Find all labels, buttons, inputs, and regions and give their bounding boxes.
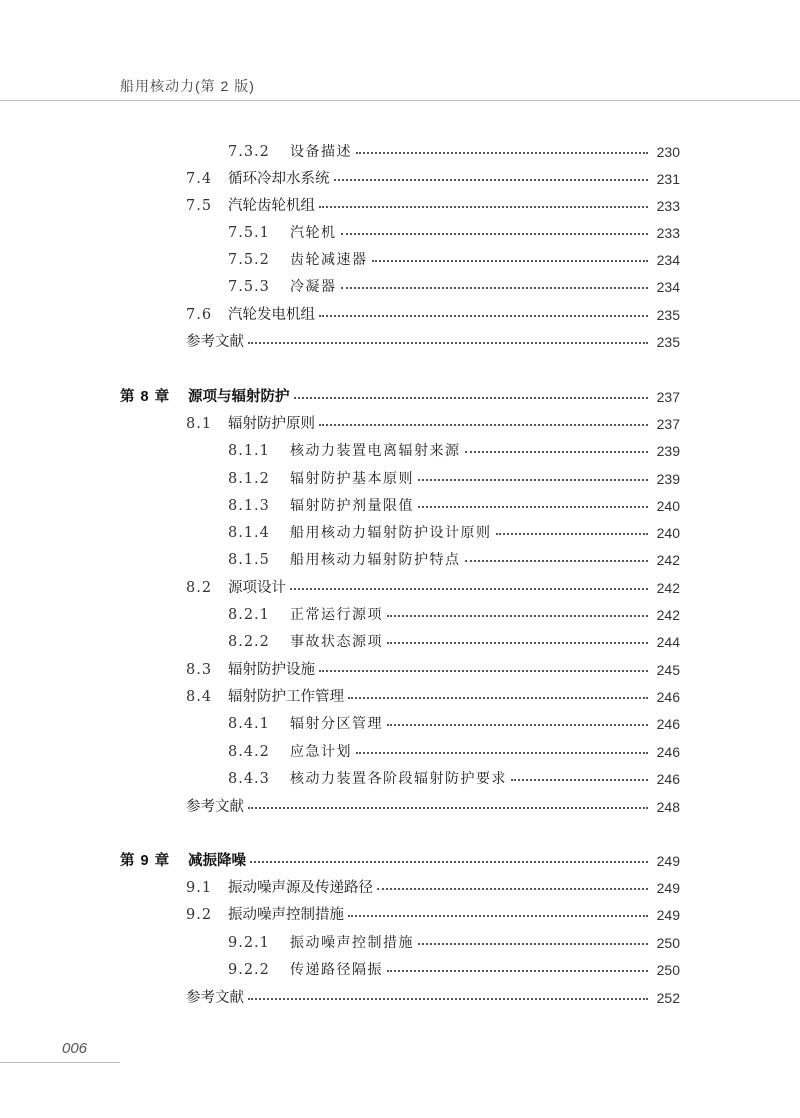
dot-leader: [319, 315, 648, 317]
toc-entry: [228, 767, 680, 791]
toc-entry-number: 7.4: [186, 171, 213, 187]
toc-entry-title: 参考文献: [186, 990, 244, 1006]
toc-entry: [186, 903, 680, 927]
toc-entry-page: 252: [656, 990, 680, 1006]
toc-entry-page: 237: [656, 416, 680, 432]
toc-entry-page: 245: [656, 662, 680, 678]
toc-entry-title: 辐射防护剂量限值: [290, 498, 414, 514]
toc-entry-page: 242: [656, 580, 680, 596]
toc-entry-number: 8.4.3: [228, 771, 270, 787]
dot-leader: [319, 206, 648, 208]
toc-entry-title: 传递路径隔振: [290, 962, 383, 978]
toc-entry-title: 辐射防护原则: [228, 416, 315, 432]
toc-entry: [186, 576, 680, 600]
toc-entry-title: 事故状态源项: [290, 634, 383, 650]
dot-leader: [319, 424, 648, 426]
toc-entry-page: 233: [656, 198, 680, 214]
dot-leader: [334, 179, 649, 181]
toc-entry-page: 250: [656, 962, 680, 978]
toc-entry-title: 核动力装置电离辐射来源: [290, 443, 461, 459]
toc-entry: [228, 140, 680, 164]
toc-chapter-number: 第 8 章: [120, 389, 171, 405]
toc-entry-title: 参考文献: [186, 799, 244, 815]
toc-entry-title: 核动力装置各阶段辐射防护要求: [290, 771, 507, 787]
toc-entry: [186, 412, 680, 436]
dot-leader: [465, 560, 649, 562]
toc-entry-page: 240: [656, 498, 680, 514]
toc-entry: [186, 685, 680, 709]
toc-entry: [228, 548, 680, 572]
toc-entry-page: 234: [656, 252, 680, 268]
dot-leader: [418, 506, 648, 508]
toc-entry-title: 参考文献: [186, 334, 244, 350]
dot-leader: [356, 152, 648, 154]
toc-entry-page: 246: [656, 716, 680, 732]
toc-entry-title: 振动噪声控制措施: [290, 935, 414, 951]
toc-entry-number: 8.1.3: [228, 498, 270, 514]
toc-entry-title: 汽轮发电机组: [228, 307, 315, 323]
toc-chapter-title: 减振降噪: [188, 853, 246, 869]
dot-leader: [356, 752, 648, 754]
toc-entry-page: 248: [656, 799, 680, 815]
toc-entry-title: 循环冷却水系统: [228, 171, 330, 187]
dot-leader: [387, 642, 648, 644]
dot-leader: [387, 615, 648, 617]
toc-entry-title: 辐射防护基本原则: [290, 471, 414, 487]
toc-entry-number: 9.2.1: [228, 935, 270, 951]
toc-entry-number: 9.2: [186, 907, 213, 923]
toc-entry-title: 辐射防护工作管理: [228, 689, 344, 705]
toc-entry-page: 246: [656, 689, 680, 705]
toc-chapter-number: 第 9 章: [120, 853, 171, 869]
toc-entry-number: 7.5.3: [228, 279, 270, 295]
toc-entry: [228, 248, 680, 272]
toc-entry-number: 8.4.1: [228, 716, 270, 732]
page-number: 006: [62, 1040, 88, 1057]
toc-entry-number: 7.3.2: [228, 144, 270, 160]
toc-chapter-entry: [120, 849, 680, 873]
toc-entry-number: 8.3: [186, 662, 213, 678]
dot-leader: [294, 397, 649, 399]
toc-entry-page: 237: [656, 389, 680, 405]
toc-chapter-title: 源项与辐射防护: [188, 389, 290, 405]
toc-entry-title: 辐射分区管理: [290, 716, 383, 732]
dot-leader: [348, 915, 648, 917]
toc-entry-number: 9.2.2: [228, 962, 270, 978]
toc-entry-title: 辐射防护设施: [228, 662, 315, 678]
toc-entry: [228, 603, 680, 627]
toc-entry-title: 船用核动力辐射防护特点: [290, 552, 461, 568]
toc-entry: [228, 931, 680, 955]
toc-entry-page: 242: [656, 607, 680, 623]
dot-leader: [377, 888, 648, 890]
toc-entry-title: 齿轮减速器: [290, 252, 368, 268]
dot-leader: [248, 998, 648, 1000]
toc-entry-page: 250: [656, 935, 680, 951]
toc-entry-page: 231: [656, 171, 680, 187]
dot-leader: [372, 260, 649, 262]
toc-entry-number: 8.2: [186, 580, 213, 596]
toc-entry-page: 235: [656, 334, 680, 350]
dot-leader: [465, 451, 649, 453]
toc-entry: [228, 521, 680, 545]
dot-leader: [290, 588, 648, 590]
toc-entry-page: 244: [656, 634, 680, 650]
dot-leader: [250, 861, 648, 863]
toc-entry: [186, 167, 680, 191]
toc-entry: [228, 958, 680, 982]
toc-entry-number: 7.5.1: [228, 225, 270, 241]
header-rule: [0, 100, 800, 101]
toc-entry-title: 船用核动力辐射防护设计原则: [290, 525, 492, 541]
dot-leader: [341, 287, 649, 289]
toc-chapter-entry: [120, 385, 680, 409]
dot-leader: [511, 779, 648, 781]
toc-entry-page: 246: [656, 744, 680, 760]
toc-entry-number: 8.1.4: [228, 525, 270, 541]
toc-entry-page: 235: [656, 307, 680, 323]
dot-leader: [348, 697, 648, 699]
toc-entry-page: 249: [656, 907, 680, 923]
toc-entry-number: 9.1: [186, 880, 213, 896]
toc-entry-number: 8.4.2: [228, 744, 270, 760]
toc-entry-title: 汽轮齿轮机组: [228, 198, 315, 214]
toc-entry: [186, 194, 680, 218]
toc-entry-number: 8.2.1: [228, 607, 270, 623]
toc-entry: [228, 275, 680, 299]
toc-entry-references: [186, 330, 680, 354]
toc-entry-page: 239: [656, 471, 680, 487]
running-header: 船用核动力(第 2 版): [120, 78, 255, 94]
dot-leader: [418, 479, 648, 481]
toc-entry-page: 230: [656, 144, 680, 160]
toc-entry: [228, 494, 680, 518]
dot-leader: [387, 724, 648, 726]
toc-entry-title: 冷凝器: [290, 279, 337, 295]
toc-entry-number: 8.2.2: [228, 634, 270, 650]
dot-leader: [319, 670, 648, 672]
toc-entry-number: 8.1.2: [228, 471, 270, 487]
toc-entry: [186, 658, 680, 682]
toc-entry-title: 源项设计: [228, 580, 286, 596]
dot-leader: [248, 807, 648, 809]
toc-entry: [228, 467, 680, 491]
toc-entry-page: 246: [656, 771, 680, 787]
toc-entry-page: 233: [656, 225, 680, 241]
toc-entry-page: 239: [656, 443, 680, 459]
dot-leader: [387, 970, 648, 972]
toc-entry-title: 应急计划: [290, 744, 352, 760]
toc-entry: [228, 221, 680, 245]
footer-rule: [0, 1062, 120, 1063]
toc-entry: [186, 876, 680, 900]
toc-entry: [228, 439, 680, 463]
toc-entry-title: 振动噪声源及传递路径: [228, 880, 373, 896]
dot-leader: [248, 342, 648, 344]
dot-leader: [418, 943, 648, 945]
toc-entry-references: [186, 795, 680, 819]
toc-entry-page: 249: [656, 853, 680, 869]
toc-entry-number: 8.1.5: [228, 552, 270, 568]
toc-entry-number: 7.5.2: [228, 252, 270, 268]
toc-entry: [228, 712, 680, 736]
toc-entry-title: 设备描述: [290, 144, 352, 160]
toc-entry-title: 正常运行源项: [290, 607, 383, 623]
dot-leader: [341, 233, 649, 235]
dot-leader: [496, 533, 649, 535]
toc-entry-title: 汽轮机: [290, 225, 337, 241]
toc-entry-number: 8.1: [186, 416, 213, 432]
toc-entry-title: 振动噪声控制措施: [228, 907, 344, 923]
toc-entry-number: 8.1.1: [228, 443, 270, 459]
toc-entry: [228, 630, 680, 654]
toc-entry-page: 249: [656, 880, 680, 896]
toc-entry-number: 7.6: [186, 307, 213, 323]
toc-entry: [186, 303, 680, 327]
toc-entry: [228, 740, 680, 764]
toc-entry-page: 234: [656, 279, 680, 295]
toc-entry-number: 8.4: [186, 689, 213, 705]
toc-entry-number: 7.5: [186, 198, 213, 214]
toc-entry-page: 242: [656, 552, 680, 568]
toc-entry-references: [186, 986, 680, 1010]
toc-entry-page: 240: [656, 525, 680, 541]
